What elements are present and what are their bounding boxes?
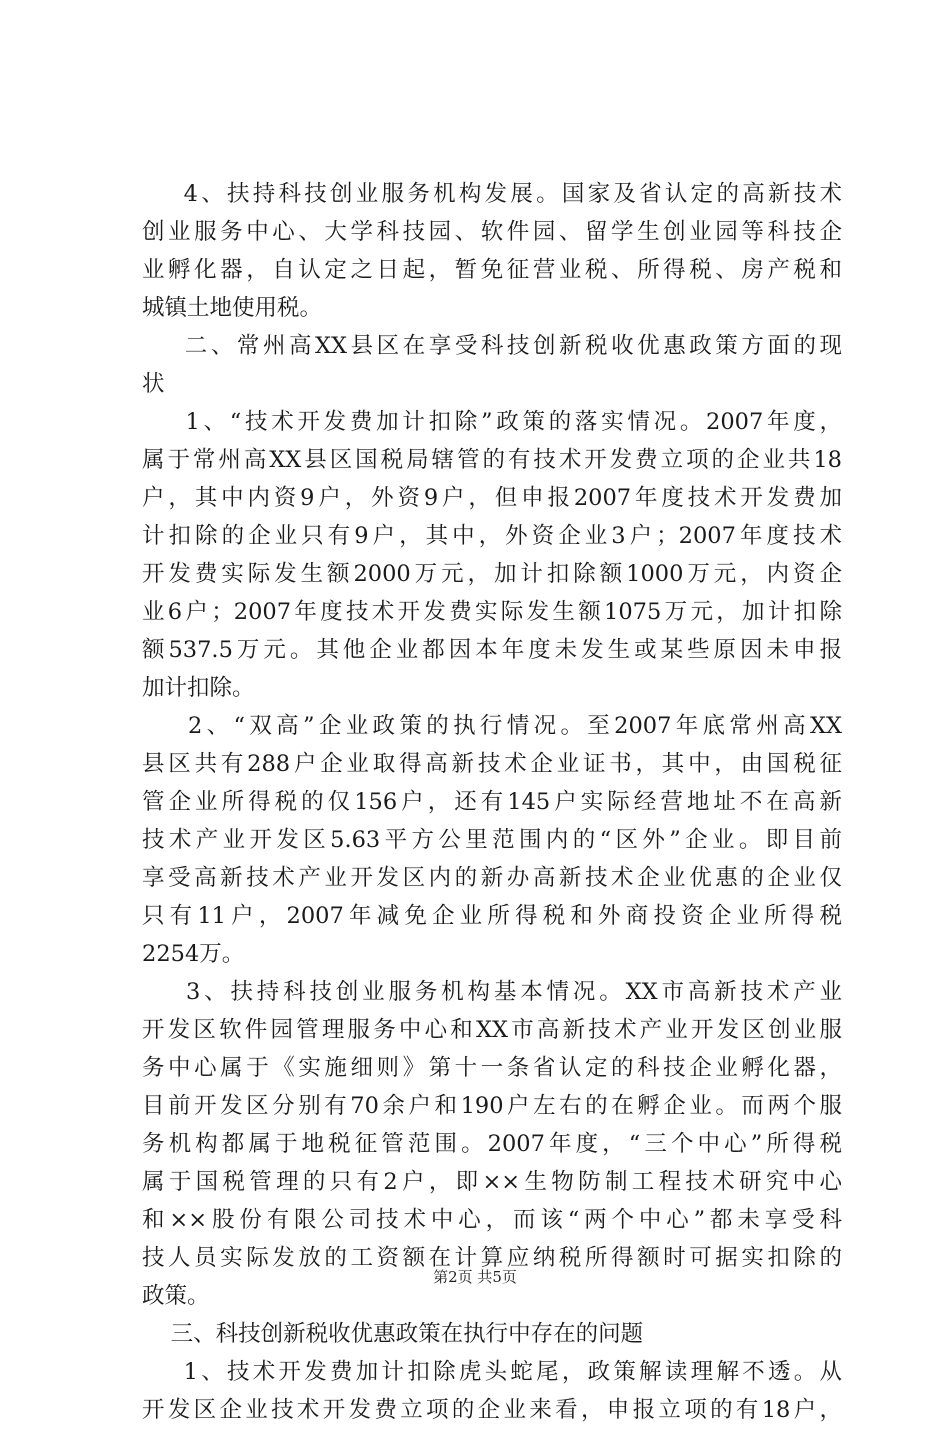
page-footer bbox=[0, 1266, 950, 1287]
text-line: 开发区企业技术开发费立项的企业来看，申报立项的有18户， bbox=[142, 1397, 842, 1423]
section-heading-line: 二、常州高XX县区在享受科技创新税收优惠政策方面的现 bbox=[142, 333, 842, 359]
text-line: 属于常州高XX县区国税局辖管的有技术开发费立项的企业共18 bbox=[142, 447, 842, 473]
text-line: 政策。 bbox=[142, 1283, 210, 1309]
text-line: 享受高新技术产业开发区内的新办高新技术企业优惠的企业仅 bbox=[142, 865, 842, 891]
text-line: 开发区软件园管理服务中心和XX市高新技术产业开发区创业服 bbox=[142, 1017, 842, 1043]
section-heading-line: 状 bbox=[142, 371, 165, 397]
section-heading-line: 三、科技创新税收优惠政策在执行中存在的问题 bbox=[142, 1321, 644, 1347]
text-line: 技术产业开发区5.63平方公里范围内的“区外”企业。即目前 bbox=[142, 827, 842, 853]
text-line: 4、扶持科技创业服务机构发展。国家及省认定的高新技术 bbox=[142, 181, 842, 207]
text-line: 额537.5万元。其他企业都因本年度未发生或某些原因未申报 bbox=[142, 637, 842, 663]
text-line: 城镇土地使用税。 bbox=[142, 295, 323, 321]
text-line: 业孵化器，自认定之日起，暂免征营业税、所得税、房产税和 bbox=[142, 257, 842, 283]
text-line: 技人员实际发放的工资额在计算应纳税所得额时可据实扣除的 bbox=[142, 1245, 842, 1271]
text-line: 创业服务中心、大学科技园、软件园、留学生创业园等科技企 bbox=[142, 219, 842, 245]
page-number-label: 第2页 共5页 bbox=[433, 1268, 517, 1286]
text-line: 2254万。 bbox=[142, 941, 245, 967]
text-line: 3、扶持科技创业服务机构基本情况。XX市高新技术产业 bbox=[142, 979, 842, 1005]
text-line: 管企业所得税的仅156户，还有145户实际经营地址不在高新 bbox=[142, 789, 842, 815]
text-line: 开发费实际发生额2000万元，加计扣除额1000万元，内资企 bbox=[142, 561, 842, 587]
text-line: 2、“双高”企业政策的执行情况。至2007年底常州高XX bbox=[142, 713, 842, 739]
text-line: 加计扣除。 bbox=[142, 675, 255, 701]
text-line: 计扣除的企业只有9户，其中，外资企业3户；2007年度技术 bbox=[142, 523, 842, 549]
text-line: 1、技术开发费加计扣除虎头蛇尾，政策解读理解不透。从 bbox=[142, 1359, 842, 1385]
text-line: 务机构都属于地税征管范围。2007年度，“三个中心”所得税 bbox=[142, 1131, 842, 1157]
text-line: 目前开发区分别有70余户和190户左右的在孵企业。而两个服 bbox=[142, 1093, 842, 1119]
text-line: 和××股份有限公司技术中心，而该“两个中心”都未享受科 bbox=[142, 1207, 842, 1233]
text-line: 户，其中内资9户，外资9户，但申报2007年度技术开发费加 bbox=[142, 485, 842, 511]
text-line: 务中心属于《实施细则》第十一条省认定的科技企业孵化器， bbox=[142, 1055, 842, 1081]
text-line: 业6户；2007年度技术开发费实际发生额1075万元，加计扣除 bbox=[142, 599, 842, 625]
text-line: 只有11户，2007年减免企业所得税和外商投资企业所得税 bbox=[142, 903, 842, 929]
document-body bbox=[142, 175, 842, 1429]
text-line: 属于国税管理的只有2户，即××生物防制工程技术研究中心 bbox=[142, 1169, 842, 1195]
text-line: 1、“技术开发费加计扣除”政策的落实情况。2007年度， bbox=[142, 409, 842, 435]
text-line: 县区共有288户企业取得高新技术企业证书，其中，由国税征 bbox=[142, 751, 842, 777]
